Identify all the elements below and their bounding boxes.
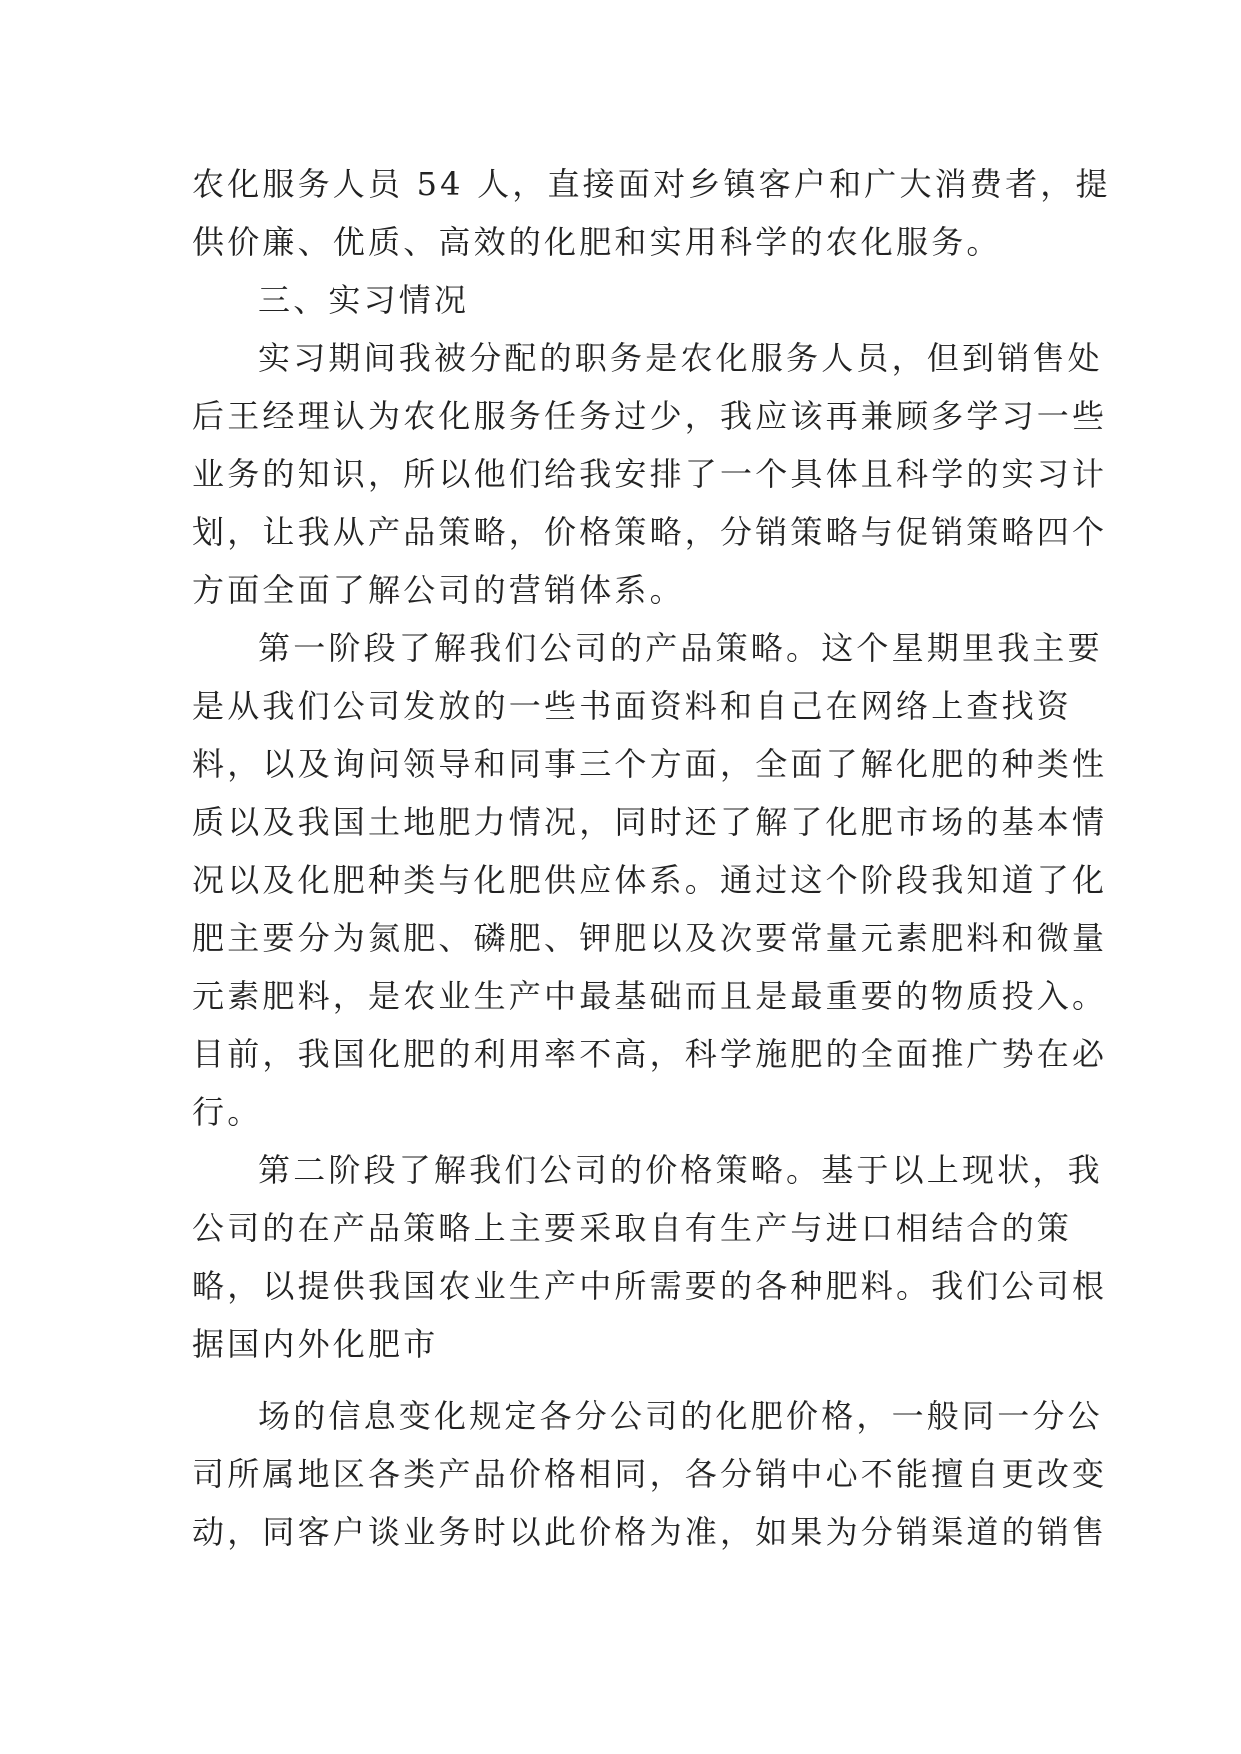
text-line: 质以及我国土地肥力情况，同时还了解了化肥市场的基本情: [192, 803, 1108, 841]
text-line: 划，让我从产品策略，价格策略，分销策略与促销策略四个: [192, 513, 1108, 551]
text-line: 第二阶段了解我们公司的价格策略。基于以上现状，我: [258, 1151, 1103, 1189]
text-line: 第一阶段了解我们公司的产品策略。这个星期里我主要: [258, 629, 1103, 667]
text-line: 动，同客户谈业务时以此价格为准，如果为分销渠道的销售: [192, 1513, 1108, 1551]
text-line: 况以及化肥种类与化肥供应体系。通过这个阶段我知道了化: [192, 861, 1108, 899]
text-line: 料，以及询问领导和同事三个方面，全面了解化肥的种类性: [192, 745, 1108, 783]
text-line: 是从我们公司发放的一些书面资料和自己在网络上查找资: [192, 687, 1073, 725]
text-line: 供价廉、优质、高效的化肥和实用科学的农化服务。: [192, 223, 1002, 261]
text-line: 方面全面了解公司的营销体系。: [192, 571, 685, 609]
text-line: 据国内外化肥市: [192, 1325, 439, 1363]
text-line: 场的信息变化规定各分公司的化肥价格，一般同一分公: [258, 1397, 1103, 1435]
text-line: 元素肥料，是农业生产中最基础而且是最重要的物质投入。: [192, 977, 1108, 1015]
text-line: 业务的知识，所以他们给我安排了一个具体且科学的实习计: [192, 455, 1108, 493]
body-text: [192, 155, 1111, 1561]
text-line: 略，以提供我国农业生产中所需要的各种肥料。我们公司根: [192, 1267, 1108, 1305]
text-line: 后王经理认为农化服务任务过少，我应该再兼顾多学习一些: [192, 397, 1108, 435]
text-line: 目前，我国化肥的利用率不高，科学施肥的全面推广势在必: [192, 1035, 1108, 1073]
section-heading: 三、实习情况: [258, 281, 470, 319]
text-line: 行。: [192, 1093, 263, 1131]
text-line: 肥主要分为氮肥、磷肥、钾肥以及次要常量元素肥料和微量: [192, 919, 1108, 957]
text-line: 农化服务人员 54 人，直接面对乡镇客户和广大消费者，提: [192, 165, 1111, 203]
text-line: 公司的在产品策略上主要采取自有生产与进口相结合的策: [192, 1209, 1073, 1247]
text-line: 司所属地区各类产品价格相同，各分销中心不能擅自更改变: [192, 1455, 1108, 1493]
text-line: 实习期间我被分配的职务是农化服务人员，但到销售处: [258, 339, 1103, 377]
